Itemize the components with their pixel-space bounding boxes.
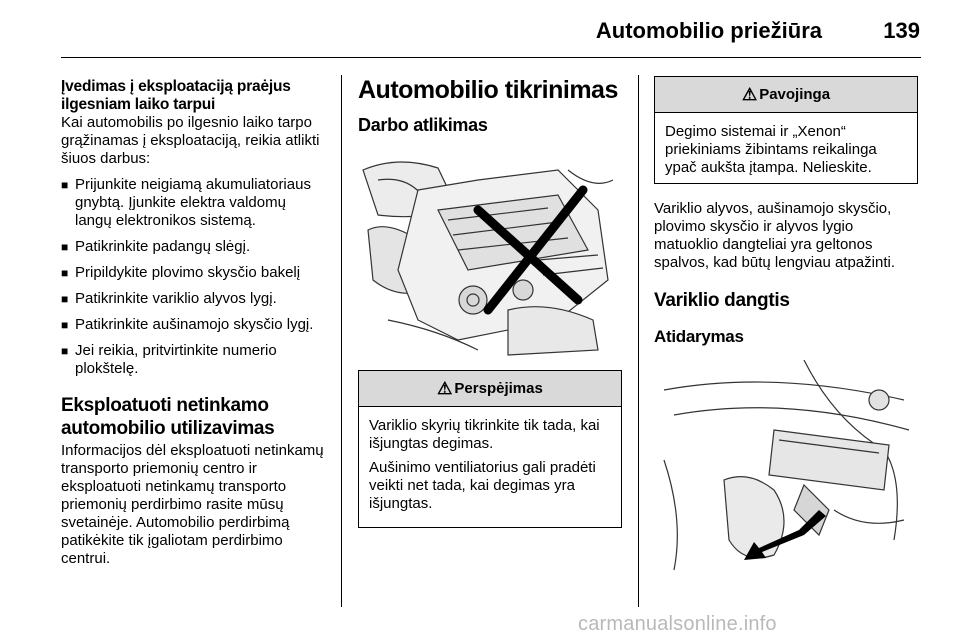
section-title-vehicle-checks: Automobilio tikrinimas xyxy=(358,76,618,104)
recommissioning-intro: Kai automobilis po ilgesnio laiko tarpo grąžinamas į eksploataciją, reikia atlikti šiuos darbus: xyxy=(61,114,320,167)
column-2 xyxy=(358,76,622,528)
warning-triangle-icon: ⚠ xyxy=(741,84,758,104)
column-divider-2 xyxy=(638,75,639,607)
danger-box-body xyxy=(655,113,917,183)
recommissioning-list xyxy=(61,176,326,378)
bullet-marker: ■ xyxy=(61,240,69,254)
list-item: ■ Prijunkite neigiamą akumuliatoriaus gnybtą. Įjunkite elektra valdomų langų elektronikos sistemą. xyxy=(61,176,311,229)
page-header-title: Automobilio priežiūra xyxy=(595,18,822,43)
warning-triangle-icon: ⚠ xyxy=(437,378,453,398)
bullet-marker: ■ xyxy=(61,178,69,192)
section-heading-bonnet: Variklio dangtis xyxy=(654,290,790,311)
bullet-marker: ■ xyxy=(61,344,69,358)
section-heading-disposal: Eksploatuoti netinkamo automobilio utilizavimas xyxy=(61,395,275,439)
watermark: carmanualsonline.info xyxy=(578,613,777,635)
column-3 xyxy=(654,76,920,570)
engine-bay-illustration-svg xyxy=(358,150,620,360)
disposal-body: Informacijos dėl eksploatuoti netinkamų transporto priemonių centro ir eksploatuoti netinkamų transporto priemonių perdirbimo rasite mūsų svetainėje. Automobilio perdirbimą patikėkite tik įgaliotam perdirbimo centrui. xyxy=(61,442,324,567)
warning-text-1: Variklio skyrių tikrinkite tik tada, kai išjungtas degimas. xyxy=(369,417,600,452)
warning-box xyxy=(358,370,622,528)
bonnet-release-illustration-svg xyxy=(654,360,920,570)
warning-box-header xyxy=(359,371,621,407)
subsection-title-performing-work: Darbo atlikimas xyxy=(358,115,488,135)
danger-box xyxy=(654,76,918,184)
warning-box-title: Perspėjimas xyxy=(454,379,543,397)
subsection-heading-opening: Atidarymas xyxy=(654,327,744,346)
list-item: ■ Patikrinkite padangų slėgį. xyxy=(61,238,251,255)
list-item: ■ Pripildykite plovimo skysčio bakelį xyxy=(61,264,301,281)
warning-text-2: Aušinimo ventiliatorius gali pradėti veikti net tada, kai degimas yra išjungtas. xyxy=(369,459,596,512)
page-number: 139 xyxy=(883,18,920,43)
danger-box-title: Pavojinga xyxy=(759,85,831,103)
danger-text: Degimo sistemai ir „Xenon“ priekiniams žibintams reikalinga ypač aukšta įtampa. Nelieskite. xyxy=(665,123,877,176)
column-1 xyxy=(61,78,326,568)
list-item: ■ Jei reikia, pritvirtinkite numerio plokštelę. xyxy=(61,342,277,377)
section-heading-recommissioning: Įvedimas į eksploataciją praėjus ilgesniam laiko tarpui xyxy=(61,78,291,113)
engine-bay-illustration xyxy=(358,150,620,360)
bullet-marker: ■ xyxy=(61,266,69,280)
list-item: ■ Patikrinkite aušinamojo skysčio lygį. xyxy=(61,316,314,333)
bullet-marker: ■ xyxy=(61,318,69,332)
danger-box-header xyxy=(655,77,917,113)
caps-info-text: Variklio alyvos, aušinamojo skysčio, plovimo skysčio ir alyvos lygio matuoklio dangteliai yra geltonos spalvos, kad būtų lengviau atpažinti. xyxy=(654,200,895,271)
bullet-marker: ■ xyxy=(61,292,69,306)
bonnet-release-illustration xyxy=(654,360,920,570)
header-rule xyxy=(61,57,921,58)
list-item: ■ Patikrinkite variklio alyvos lygį. xyxy=(61,290,277,307)
column-divider-1 xyxy=(341,75,342,607)
warning-box-body xyxy=(359,407,621,527)
